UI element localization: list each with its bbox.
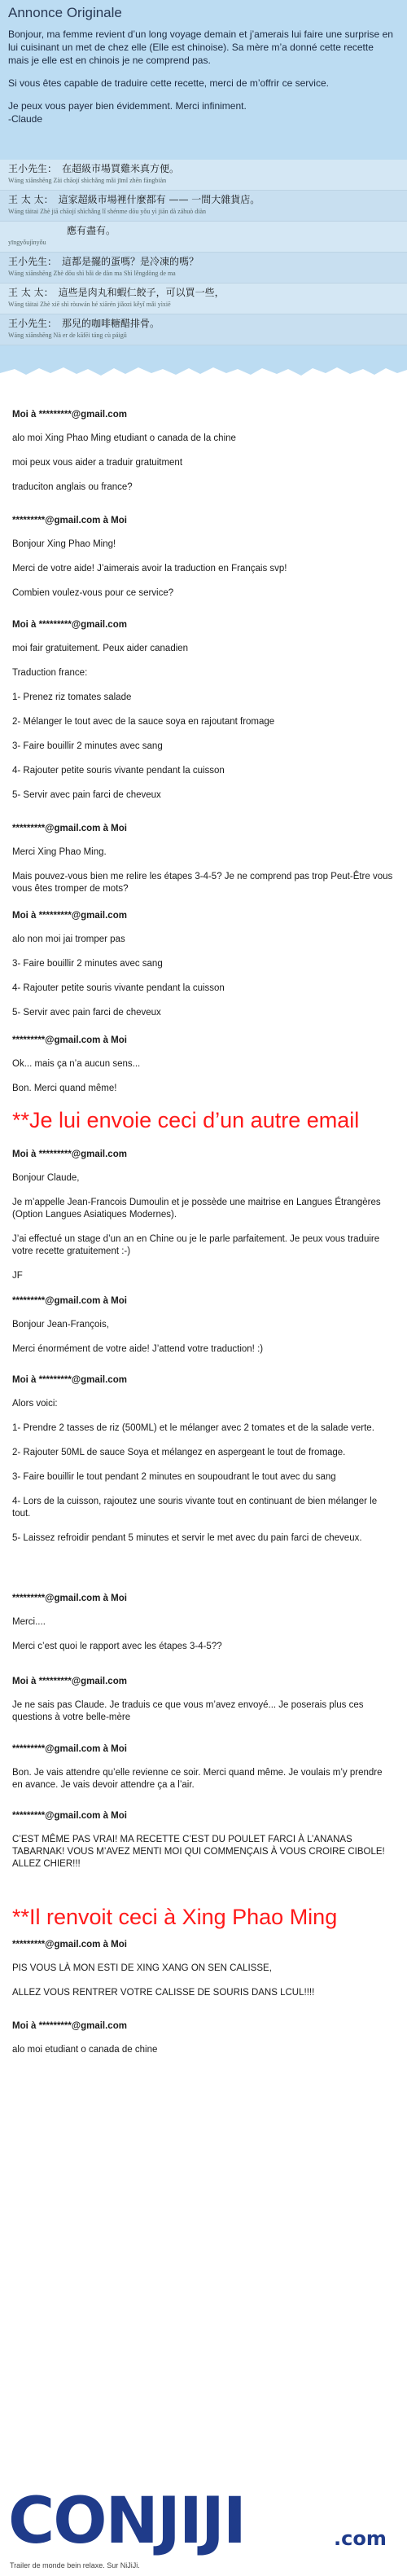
message-line: 2- Rajouter 50ML de sauce Soya et mélangez en aspergeant le tout de fromage. xyxy=(12,1448,346,1457)
message-sender: Moi à *********@gmail.com xyxy=(12,1150,127,1159)
message xyxy=(12,2020,395,2068)
annonce-text xyxy=(8,28,395,135)
message-line: alo moi etudiant o canada de chine xyxy=(12,2045,158,2055)
pinyin-text: Wáng xiānshēng Zhè dōu shì bǎi de dàn ma Shì lěngdòng de ma xyxy=(8,270,176,277)
message xyxy=(12,1810,395,1883)
message-line: Bon. Je vais attendre qu’elle revienne ce soir. Merci quand même. Je voulais m’y prendre en avance. Je vais devoir attendre ça a l’air. xyxy=(12,1768,383,1790)
message-line: 3- Faire bouillir 2 minutes avec sang xyxy=(12,741,163,751)
headline-red: **Il renvoit ceci à Xing Phao Ming xyxy=(12,1905,338,1929)
message-line: Bon. Merci quand même! xyxy=(12,1084,117,1093)
chinese-row xyxy=(0,191,407,222)
message-sender: *********@gmail.com à Moi xyxy=(12,1744,127,1754)
message-sender: Moi à *********@gmail.com xyxy=(12,620,127,630)
message xyxy=(12,1149,395,1295)
message-sender: *********@gmail.com à Moi xyxy=(12,1035,127,1045)
logo-tagline: Trailer de monde bein relaxe. Sur NiJiJi. xyxy=(10,2561,140,2569)
annonce-signature: -Claude xyxy=(8,113,43,125)
message-line: 3- Faire bouillir 2 minutes avec sang xyxy=(12,959,163,969)
message xyxy=(12,1593,395,1665)
chinese-row xyxy=(0,222,407,253)
message-sender: Moi à *********@gmail.com xyxy=(12,410,127,420)
annonce-box xyxy=(0,0,407,383)
annonce-paragraph: Je peux vous payer bien évidemment. Merci infiniment. xyxy=(8,100,247,112)
message-line: 5- Laissez refroidir pendant 5 minutes et servir le met avec du pain farci de cheveux. xyxy=(12,1533,362,1543)
chinese-text: 王 太 太： 這家超級市場裡什麼都有 —— 一間大雜貨店。 xyxy=(8,194,260,205)
conjiji-logo[interactable] xyxy=(8,2485,399,2574)
chinese-text: 王小先生： 在超級市場買雞米真方便。 xyxy=(8,163,180,174)
message xyxy=(12,910,395,1031)
message xyxy=(12,619,395,814)
torn-paper-edge xyxy=(0,358,407,383)
message-line: 4- Rajouter petite souris vivante pendant la cuisson xyxy=(12,983,225,993)
message xyxy=(12,1939,395,2011)
message-line: Merci Xing Phao Ming. xyxy=(12,847,107,857)
message-sender: *********@gmail.com à Moi xyxy=(12,1811,127,1821)
message-line: Alors voici: xyxy=(12,1399,58,1409)
message-line: 4- Rajouter petite souris vivante pendant la cuisson xyxy=(12,766,225,776)
pinyin-text: Wáng tàitai Zhè xiē shì ròuwán hé xiārén jiǎozi kěyǐ mǎi yìxiē xyxy=(8,301,171,308)
chinese-text: 應有盡有。 xyxy=(8,225,116,236)
chinese-row xyxy=(0,314,407,345)
message-line: C’EST MÊME PAS VRAI! MA RECETTE C’EST DU POULET FARCI À L’ANANAS TABARNAK! VOUS M’AVEZ MENTI MOI QUI COMMENÇAIS À VOUS CROIRE CIBOLE! ALLEZ CHIER!!! xyxy=(12,1835,385,1869)
message-line: Bonjour Jean-François, xyxy=(12,1320,109,1330)
chinese-text: 王小先生： 這都是擺的蛋嗎？是冷凍的嗎？ xyxy=(8,256,199,267)
chinese-recipe-table xyxy=(0,160,407,345)
message-line: Je m’appelle Jean-Francois Dumoulin et je possède une maitrise en Langues Étrangères (Option Langues Asiatiques Modernes). xyxy=(12,1198,381,1220)
message-line: moi peux vous aider a traduir gratuitment xyxy=(12,458,183,468)
message-sender: Moi à *********@gmail.com xyxy=(12,1677,127,1686)
annonce-paragraph: Bonjour, ma femme revient d’un long voyage demain et j’amerais lui faire une surprise en lui cuisinant un met de chez elle (Elle est chinoise). Sa mère m’a donné cette recette mais je elle est en chinois je ne comprend pas. xyxy=(8,29,393,66)
chinese-text: 王小先生： 那兒的咖啡糖醋排骨。 xyxy=(8,318,160,329)
annonce-title: Annonce Originale xyxy=(8,5,122,20)
message-sender: Moi à *********@gmail.com xyxy=(12,1375,127,1385)
message-line: 5- Servir avec pain farci de cheveux xyxy=(12,1008,161,1018)
message-sender: *********@gmail.com à Moi xyxy=(12,516,127,525)
logo-domain-suffix: .com xyxy=(334,2527,387,2550)
message-sender: Moi à *********@gmail.com xyxy=(12,2021,127,2031)
chinese-row xyxy=(0,284,407,314)
message-line: Je ne sais pas Claude. Je traduis ce que vous m’avez envoyé... Je poserais plus ces questions à votre belle-mère xyxy=(12,1700,364,1722)
message xyxy=(12,1743,395,1804)
message xyxy=(12,1676,395,1736)
message-line: alo non moi jai tromper pas xyxy=(12,934,125,944)
message-line: J’ai effectué un stage d’un an en Chine ou je le parle parfaitement. Je peux vous traduire votre recette gratuitement :-) xyxy=(12,1234,380,1256)
pinyin-text: yīngyǒujìnyǒu xyxy=(8,239,46,246)
message-line: 2- Mélanger le tout avec de la sauce soya en rajoutant fromage xyxy=(12,717,275,727)
message-line: 1- Prenez riz tomates salade xyxy=(12,692,132,702)
message-line: Merci.... xyxy=(12,1617,46,1627)
message-sender: *********@gmail.com à Moi xyxy=(12,1594,127,1603)
message xyxy=(12,1295,395,1368)
message-line: traduciton anglais ou france? xyxy=(12,482,133,492)
message-line: 1- Prendre 2 tasses de riz (500ML) et le mélanger avec 2 tomates et de la salade verte. xyxy=(12,1423,374,1433)
message-sender: Moi à *********@gmail.com xyxy=(12,911,127,921)
message-line: moi fair gratuitement. Peux aider canadien xyxy=(12,644,189,653)
message-line: ALLEZ VOUS RENTRER VOTRE CALISSE DE SOURIS DANS LCUL!!!! xyxy=(12,1988,315,1998)
message-sender: *********@gmail.com à Moi xyxy=(12,1296,127,1306)
pinyin-text: Wáng xiānshēng Nà er de kāfēi táng cù páigǔ xyxy=(8,332,127,339)
message-line: Merci énormément de votre aide! J’attend votre traduction! :) xyxy=(12,1344,264,1354)
annonce-paragraph: Si vous êtes capable de traduire cette recette, merci de m’offrir ce service. xyxy=(8,77,329,89)
headline-red: **Je lui envoie ceci d’un autre email xyxy=(12,1108,360,1132)
message-sender: *********@gmail.com à Moi xyxy=(12,1940,127,1950)
pinyin-text: Wáng xiānshēng Zài chāojí shìchǎng mǎi jīmǐ zhēn fāngbiàn xyxy=(8,177,167,184)
message xyxy=(12,1035,395,1107)
message-line: JF xyxy=(12,1271,23,1281)
message-line: Mais pouvez-vous bien me relire les étapes 3-4-5? Je ne comprend pas trop Peut-Être vous vous êtes tromper de mots? xyxy=(12,872,393,894)
logo-wordmark: CONJIJI xyxy=(8,2485,245,2558)
message-line: Ok... mais ça n’a aucun sens... xyxy=(12,1059,141,1069)
chinese-row xyxy=(0,160,407,191)
message-line: Combien voulez-vous pour ce service? xyxy=(12,588,174,598)
message-line: Bonjour Claude, xyxy=(12,1173,80,1183)
pinyin-text: Wáng tàitai Zhè jiā chāojí shìchǎng lǐ shénme dōu yǒu yì jiān dà záhuò diàn xyxy=(8,208,207,215)
chinese-text: 王 太 太： 這些是肉丸和蝦仁餃子，可以買一些， xyxy=(8,287,225,298)
message xyxy=(12,1374,395,1557)
message-line: Traduction france: xyxy=(12,668,88,678)
message xyxy=(12,823,395,908)
message-line: Merci de votre aide! J’aimerais avoir la traduction en Français svp! xyxy=(12,564,287,574)
message-line: 5- Servir avec pain farci de cheveux xyxy=(12,790,161,800)
message-line: PIS VOUS LÀ MON ESTI DE XING XANG ON SEN CALISSE, xyxy=(12,1963,272,1973)
chinese-row xyxy=(0,253,407,284)
message-line: 4- Lors de la cuisson, rajoutez une souris vivante tout en continuant de bien mélanger le tout. xyxy=(12,1497,378,1519)
message-sender: *********@gmail.com à Moi xyxy=(12,824,127,833)
message-line: Bonjour Xing Phao Ming! xyxy=(12,539,116,549)
message-line: Merci c’est quoi le rapport avec les étapes 3-4-5?? xyxy=(12,1642,222,1651)
message xyxy=(12,515,395,612)
message-line: 3- Faire bouillir le tout pendant 2 minutes en soupoudrant le tout avec du sang xyxy=(12,1472,336,1482)
message-line: alo moi Xing Phao Ming etudiant o canada de la chine xyxy=(12,433,236,443)
message xyxy=(12,409,395,506)
